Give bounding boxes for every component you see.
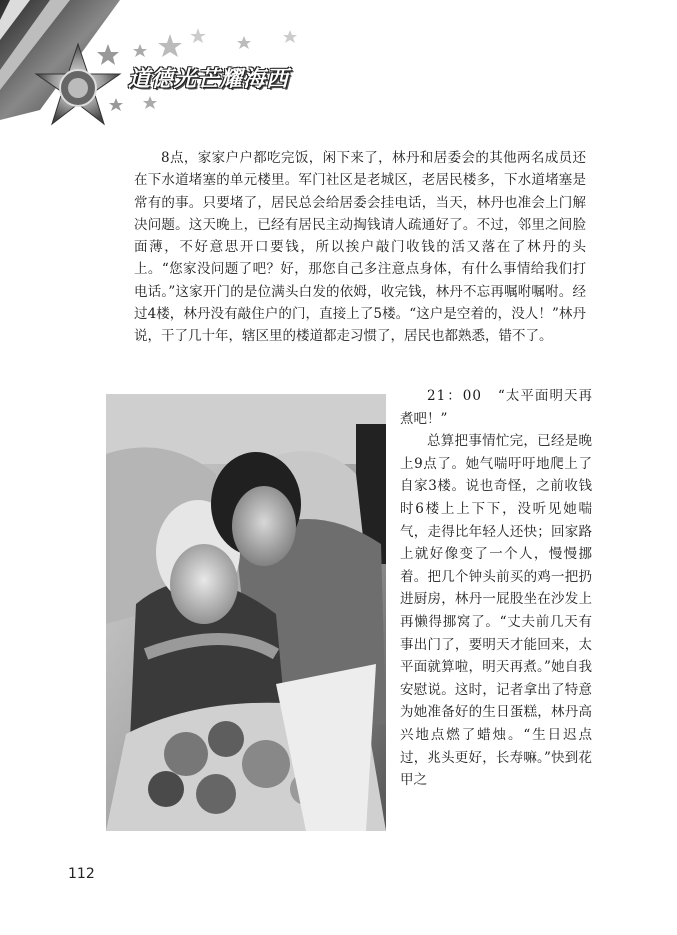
page-header <box>0 0 330 140</box>
page-number: 112 <box>68 866 95 882</box>
article-sidebar-text <box>400 385 592 792</box>
photo-image-icon <box>106 394 386 831</box>
article-body <box>134 147 586 348</box>
paragraph: 总算把事情忙完，已经是晚上9点了。她气喘吁吁地爬上了自家3楼。说也奇怪，之前收钱时6楼上上下下，没听见她喘气，走得比年轻人还快；回家路上就好像变了一个人，慢慢挪着。把几个钟头前买的鸡一把扔进厨房，林丹一屁股坐在沙发上再懒得挪窝了。“丈夫前几天有事出门了，要明天才能回来，太平面就算啦，明天再煮。”她自我安慰说。这时，记者拿出了特意为她准备好的生日蛋糕，林丹高兴地点燃了蜡烛。“生日迟点过，兆头更好，长寿嘛。”快到花甲之 <box>400 433 592 789</box>
section-heading-text: “太平面明天再煮吧！” <box>400 388 593 427</box>
section-time: 21：00 <box>427 388 482 404</box>
section-heading <box>400 385 592 430</box>
paragraph: 8点，家家户户都吃完饭，闲下来了，林丹和居委会的其他两名成员还在下水道堵塞的单元楼里。军门社区是老城区，老居民楼多，下水道堵塞是常有的事。只要堵了，居民总会给居委会挂电话，当天，林丹也准会上门解决问题。这天晚上，已经有居民主动掏钱请人疏通好了。不过，邻里之间脸面薄，不好意思开口要钱，所以挨户敲门收钱的活又落在了林丹的头上。“您家没问题了吧？好，那您自己多注意点身体，有什么事情给我们打电话。”这家开门的是位满头白发的依姆，收完钱，林丹不忘再嘱咐嘱咐。经过4楼，林丹没有敲住户的门，直接上了5楼。“这户是空着的，没人！”林丹说，干了几十年，辖区里的楼道都走习惯了，居民也都熟悉，错不了。 <box>134 150 586 345</box>
photo-elderly-woman-hug <box>106 394 386 831</box>
series-title: 道德光芒耀海西 <box>128 67 290 92</box>
